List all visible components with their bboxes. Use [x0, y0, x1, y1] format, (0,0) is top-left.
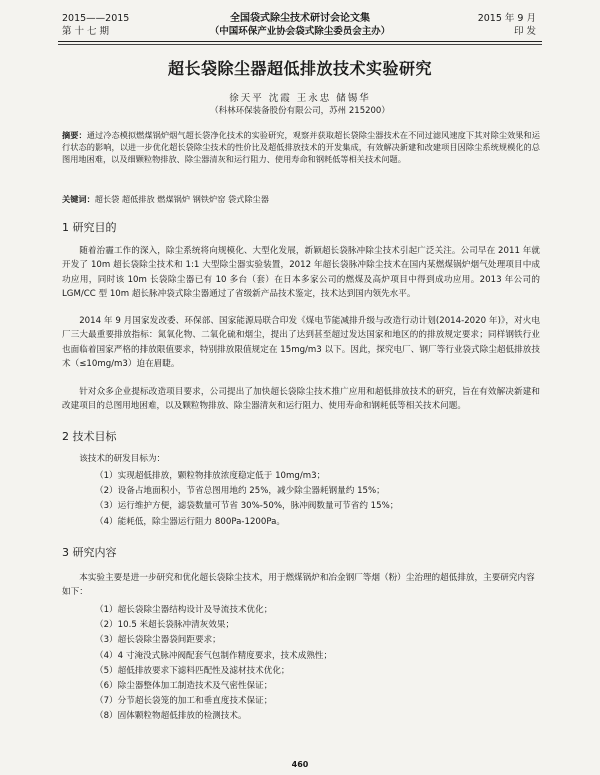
section-heading-3: 3 研究内容: [62, 546, 117, 559]
section-3-intro: 本实验主要是进一步研究和优化超长袋除尘技术，用于燃煤锅炉和冶金钢厂等烟（粉）尘治理的超低排放，主要研究内容如下：: [62, 573, 535, 598]
list-item: （4）4 寸淹没式脉冲阀配套气包制作精度要求，技术成熟性；: [95, 650, 333, 661]
abstract-label: 摘要：: [62, 130, 87, 140]
section-heading-1: 1 研究目的: [62, 221, 117, 234]
section-2-intro: 该技术的研发目标为：: [79, 454, 166, 464]
list-item: （3）超长袋除尘器袋间距要求；: [95, 635, 221, 646]
abstract: [62, 129, 540, 166]
page-number: 460: [291, 760, 309, 769]
list-item: （5）超低排放要求下滤料匹配性及滤材技术优化；: [95, 665, 290, 676]
paper-affiliation: （科林环保装备股份有限公司，苏州 215200）: [210, 106, 390, 116]
keywords-text: 超长袋 超低排放 燃煤锅炉 钢铁炉窑 袋式除尘器: [94, 194, 269, 204]
list-item: （2）设备占地面积小，节省总图用地约 25%，减少除尘器耗钢量约 15%；: [95, 486, 385, 497]
paper-title: 超长袋除尘器超低排放技术实验研究: [167, 59, 432, 78]
list-item: （1）实现超低排放，颗粒物排放浓度稳定低于 10mg/m3；: [95, 471, 326, 481]
section-1-paragraph: 针对众多企业提标改造项目要求，公司提出了加快超长袋除尘技术推广应用和超低排放技术的研究，旨在有效解决新建和改建项目的总图用地困难，以及颗粒物排放、除尘器清灰和运行阻力、使用寿命和钢耗低等相关技术问题。: [62, 387, 540, 412]
list-item: （4）能耗低，除尘器运行阻力 800Pa-1200Pa。: [95, 516, 286, 527]
keywords: [62, 193, 540, 205]
list-item: （8）固体颗粒物超低排放的检测技术。: [95, 711, 247, 722]
header-right-date: 2015 年 9 月: [477, 13, 536, 24]
header-divider-thin: [58, 44, 542, 45]
paper-authors: 徐天平 沈霞 王永忠 储锡华: [229, 93, 371, 104]
section-1-paragraph: 2014 年 9 月国家发改委、环保部、国家能源局联合印发《煤电节能减排升级与改造行动计划(2014-2020 年)》，对火电厂三大最重要排放指标：氮氧化物、二氧化硫和烟尘，提出了达到甚至超过发达国家和地区的的排放规定要求；同样钢铁行业也面临着国家严格的排放限值要求，特别排放限值规定在 15mg/m3 以下。因此，探究电厂、钢厂等行业袋式除尘超低排放技术（≤10mg/m3）迫在眉睫。: [62, 316, 540, 370]
header-right: [478, 12, 536, 38]
list-item: （7）分节超长袋笼的加工和垂直度技术保证；: [95, 696, 273, 707]
list-item: （6）除尘器整体加工制造技术及气密性保证；: [95, 681, 273, 692]
proceedings-organizer: （中国环保产业协会袋式除尘委员会主办）: [209, 26, 391, 37]
list-item: （2）10.5 米超长袋脉冲清灰效果；: [95, 620, 235, 631]
list-item: （1）超长袋除尘器结构设计及导流技术优化；: [95, 605, 273, 615]
header-left-issue: 第 十 七 期: [62, 26, 110, 37]
header-left-year: 2015——2015: [62, 13, 130, 24]
proceedings-title: 全国袋式除尘技术研讨会论文集: [230, 13, 370, 24]
header-divider: [58, 41, 542, 42]
header-right-print: 印 发: [513, 26, 536, 37]
section-1-paragraph: 随着治霾工作的深入，除尘系统将向规模化、大型化发展，新颖超长袋脉冲除尘技术引起广泛关注。公司早在 2011 年就开发了 10m 超长袋除尘技术和 1:1 大型除尘器实验装置，2012 年超长袋脉冲除尘技术在国内某燃煤锅炉烟气处理项目中成功应用，同时该 10m 长袋除尘器已有 10 多台（套）在日本多家公司的燃煤及高炉项目中得到成功应用。2013 年公司的 LGM/CC 型 10m 超长脉冲袋式除尘器通过了省级新产品技术鉴定，技术达到国内领先水平。: [62, 246, 540, 300]
list-item: （3）运行维护方便，滤袋数量可节省 30%-50%，脉冲阀数量可节省约 15%；: [95, 501, 399, 512]
abstract-text: 通过冷态模拟燃煤锅炉烟气超长袋净化技术的实验研究，观察并获取超长袋除尘器技术在不同过滤风速度下其对除尘效果和运行状态的影响，以进一步优化超长袋除尘技术的性价比及超低排放技术的开发集成，有效解决新建和改建项目因除尘系统规模化的总图用地困难，以及细颗粒物排放、除尘器清灰和运行阻力、使用寿命和钢耗低等相关技术问题。: [62, 130, 540, 165]
section-3-list: [62, 603, 540, 725]
section-heading-2: 2 技术目标: [62, 430, 117, 443]
section-2-list: [62, 469, 540, 530]
keywords-label: 关键词：: [62, 194, 95, 204]
